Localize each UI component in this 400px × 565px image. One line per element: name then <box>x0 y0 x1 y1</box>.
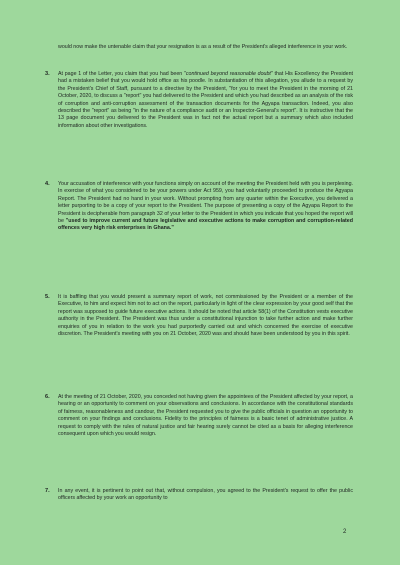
paragraph-7 <box>45 488 353 503</box>
paragraph-number: 4. <box>45 181 50 187</box>
paragraph-3 <box>45 71 354 130</box>
quoted-phrase: "continued beyond reasonable doubt" <box>183 71 273 77</box>
paragraph-text: would now make the untenable claim that your resignation is as a result of the President's alleged interference in your work. <box>58 44 348 50</box>
page-number: 2 <box>343 529 347 535</box>
paragraph-number: 3. <box>45 71 50 77</box>
paragraph-number: 6. <box>45 394 50 400</box>
paragraph-text: In any event, it is pertinent to point out that, without compulsion, you agreed to the President's request to offer the public officers affected by your work an opportunity to <box>58 488 353 502</box>
paragraph-4 <box>45 181 353 233</box>
bold-quote: "used to improve current and future legislative and executive actions to make corruption and corruption-related offences very high risk enterprises in Ghana." <box>58 218 353 232</box>
paragraph-number: 5. <box>45 294 50 300</box>
paragraph-number: 7. <box>45 488 50 494</box>
paragraph-text: It is baffling that you would present a summary report of work, not commissioned by the President or a member of the Executive, to him and expect him not to act on the report, particularly in light of the clear expression by your good self that the report was supposed to guide future executive actions. It should be noted that article 58(1) of the Constitution vests executive authority in the President. The President was thus under a constitutional injunction to take further action and make further enquiries of you in relation to the work you had purportedly carried out and which concerned the exercise of executive discretion. The President's meeting with you on 21 October, 2020 was and should have been understood by you in this spirit. <box>58 294 353 338</box>
paragraph-6 <box>45 394 353 438</box>
paragraph-text: At the meeting of 21 October, 2020, you conceded not having given the appointees of the President affected by your report, a hearing or an opportunity to comment on your observations and conclusions. In accordance with the constitutional standards of fairness, reasonableness and candour, the President requested you to give the public officials in question an opportunity to comment on your findings and conclusions. Fidelity to the principles of fairness is a basic tenet of administrative justice. A request to comply with the rules of natural justice and fair hearing surely cannot be cited as a basis for alleging interference consequent upon which you would resign. <box>58 394 353 438</box>
paragraph-5 <box>45 294 353 338</box>
paragraph-text: Your accusation of interference with your functions simply on account of the meeting the President held with you is perplexing. In exercise of what you considered to be your powers under Act 959, you had voluntarily proceeded to produce the Agyapa Report. The President had no hand in your work. Without prompting from any quarter within the Executive, you delivered a letter purporting to be a copy of your report to the President. The purpose of presenting a copy of the Agyapa Report to the President is decipherable from paragraph 32 of your letter to the President in which you indicate that you hoped the report will be "used to improve current and future legislative and executive actions to make corruption and corruption-related offences very high risk enterprises in Ghana." <box>58 181 353 232</box>
paragraph-continuation <box>58 44 353 51</box>
paragraph-text: At page 1 of the Letter, you claim that you had been "continued beyond reasonable doubt" that His Excellency the President had a mistaken belief that you would hold office as his poodle. In substantiation of this allegation, you allude to a request by the President's Chief of Staff, pursuant to a directive by the President, "for you to meet the President in the morning of 21 October, 2020, to discuss a "report" you had delivered to the President and which you had described as an analysis of the risk of corruption and anti-corruption assessment of the transaction documents for the Agyapa transaction. Indeed, you also described the "report" as being "in the nature of a compliance audit or an Inspector-General's report". It is instructive that the 13 page document you delivered to the President was in fact not the actual report but a summary which also included information about other investigations. <box>58 71 354 129</box>
